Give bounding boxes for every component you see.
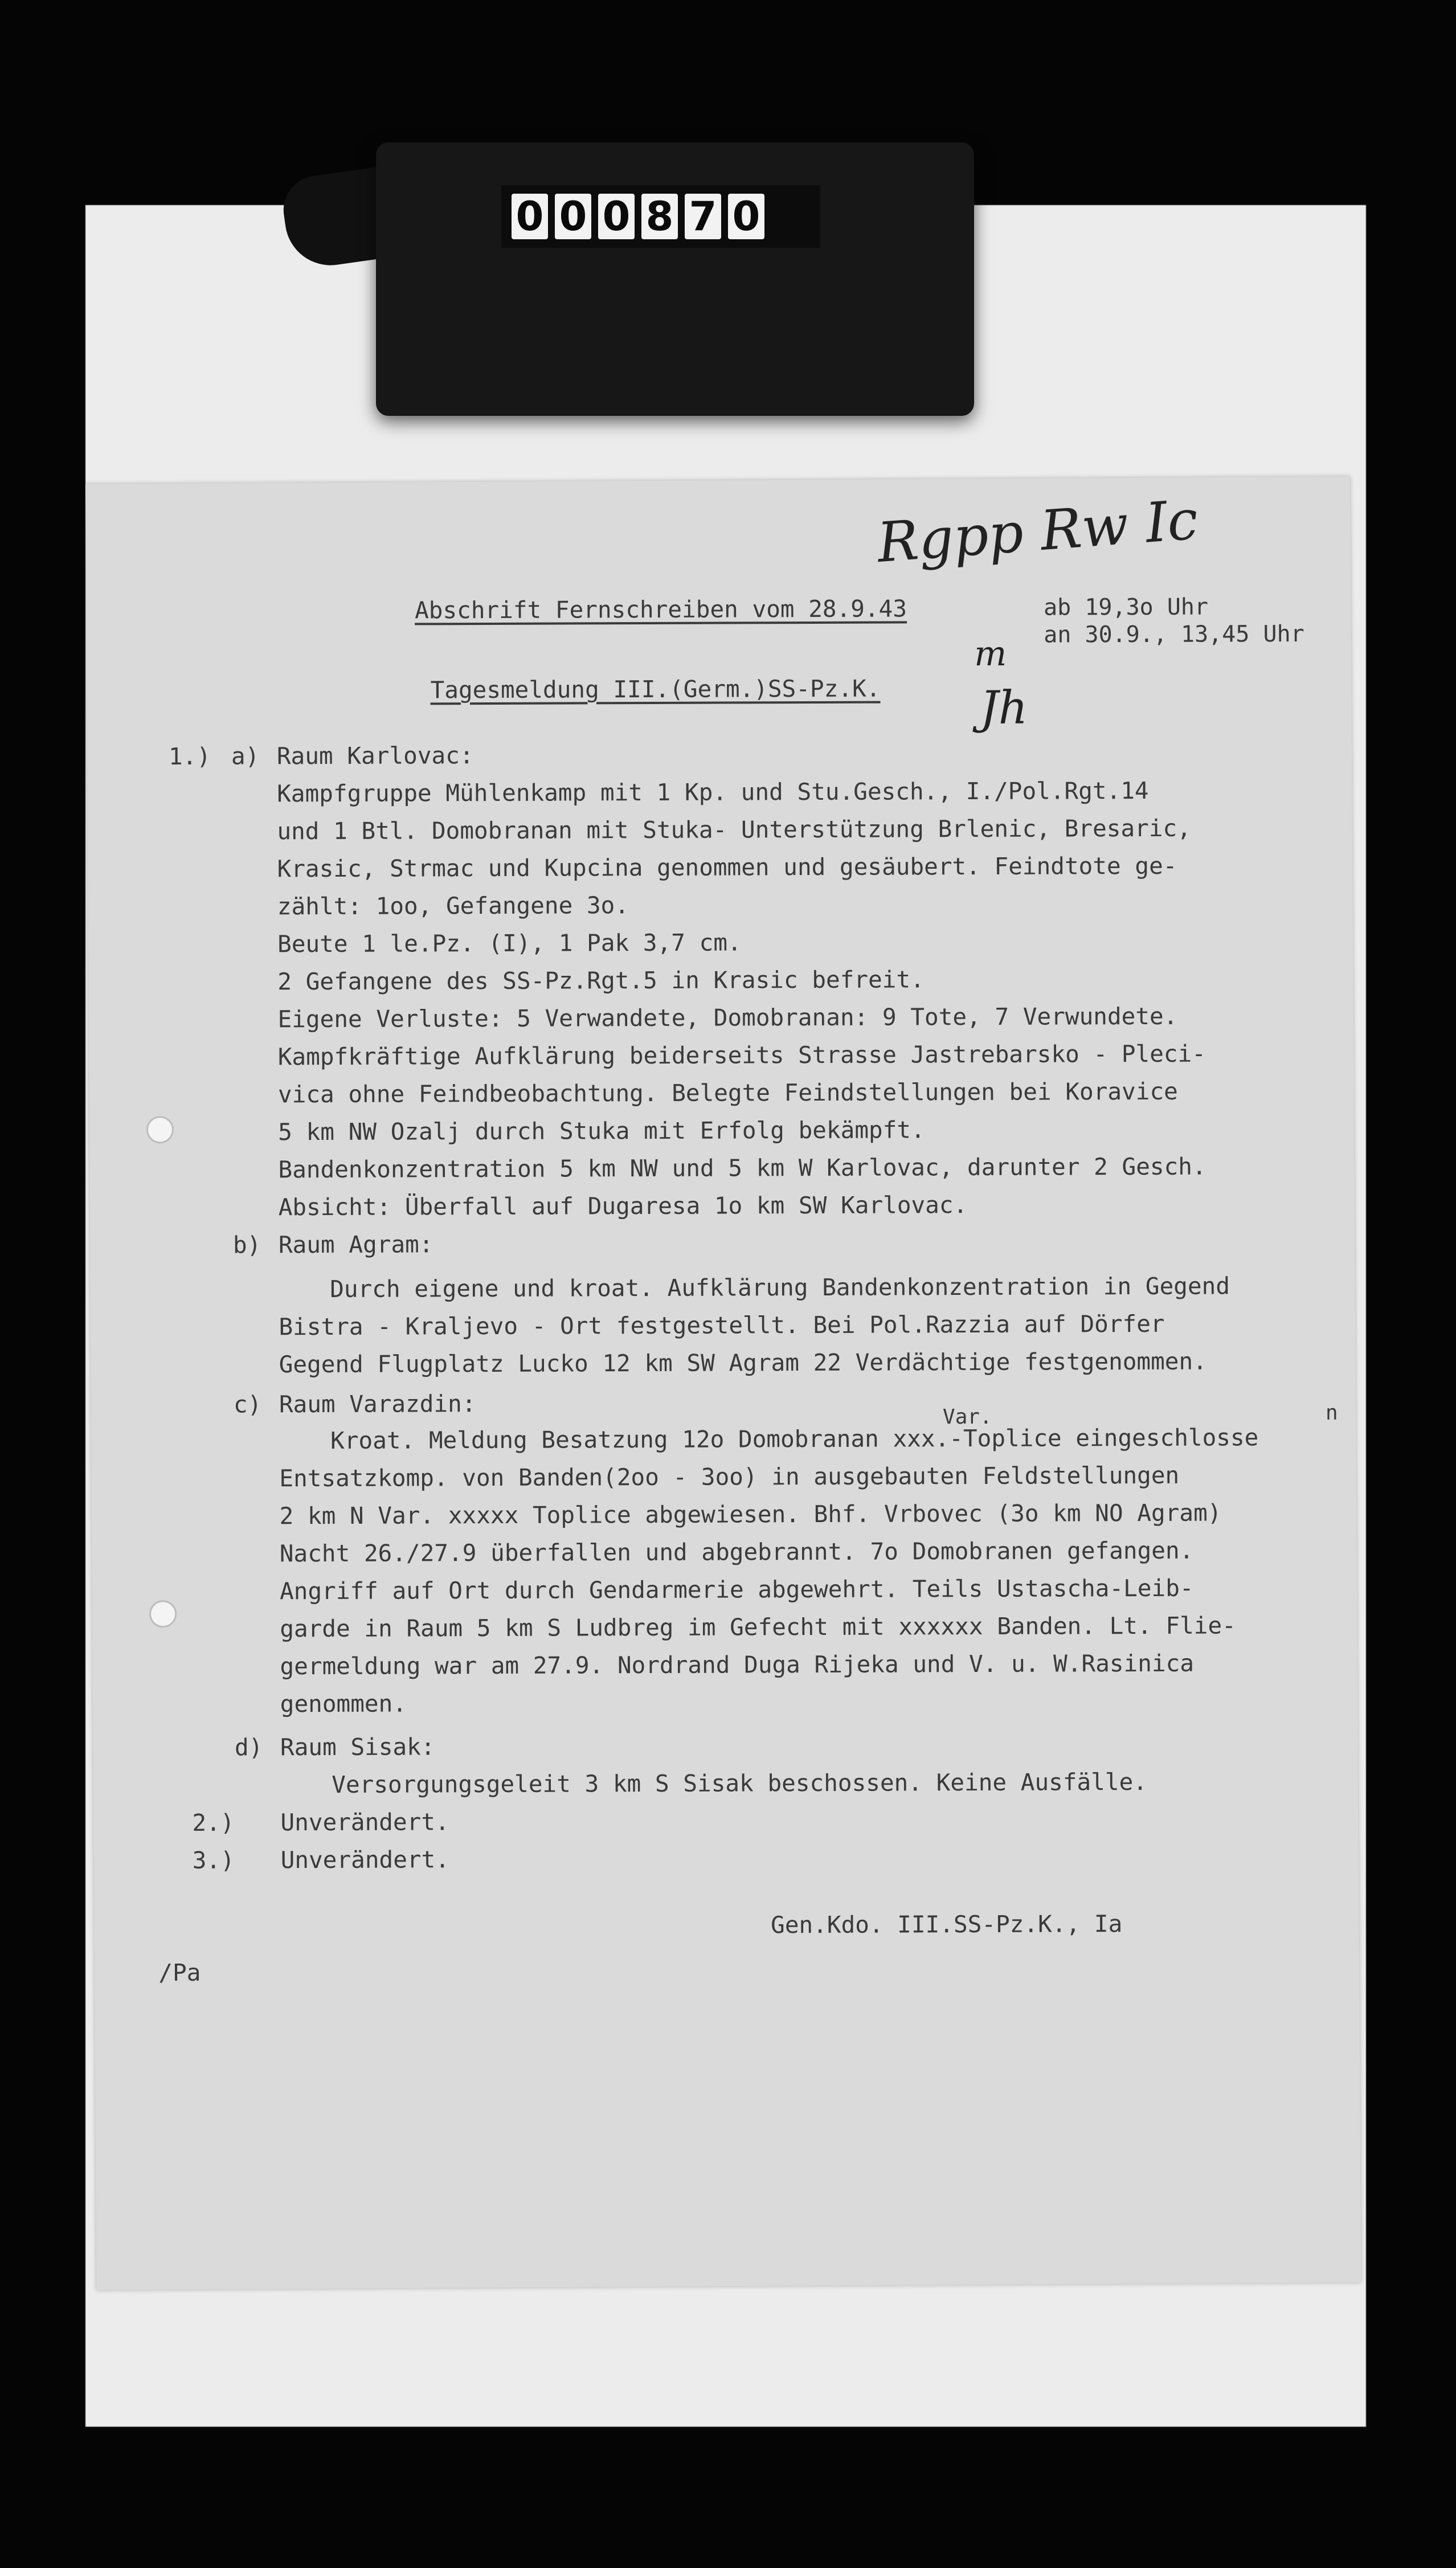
signature-line: Gen.Kdo. III.SS-Pz.K., Ia: [771, 1910, 1123, 1939]
text-line: Gegend Flugplatz Lucko 12 km SW Agram 22 Verdächtige festgenommen.: [279, 1347, 1207, 1379]
subsection-label: b): [232, 1231, 261, 1259]
handwritten-mark: m: [974, 633, 1007, 674]
subsection-title: Raum Karlovac:: [276, 742, 474, 770]
inserted-text: n: [1325, 1401, 1338, 1425]
text-line: Absicht: Überfall auf Dugaresa 1o km SW Karlovac.: [278, 1191, 968, 1221]
text-line: Versorgungsgeleit 3 km S Sisak beschossen. Keine Ausfälle.: [332, 1768, 1148, 1798]
handwritten-note: Rgpp Rw Ic: [875, 488, 1200, 575]
text-line: Kroat. Meldung Besatzung 12o Domobranan xxx.-Toplice eingeschlosse: [330, 1424, 1259, 1454]
text-line: Entsatzkomp. von Banden(2oo - 3oo) in ausgebauten Feldstellungen: [279, 1461, 1180, 1492]
text-line: germeldung war am 27.9. Nordrand Duga Rijeka und V. u. W.Rasinica: [280, 1649, 1195, 1680]
section-number: 1.): [168, 742, 211, 770]
subsection-title: Raum Varazdin:: [279, 1390, 476, 1418]
counter-digit: 0: [728, 194, 764, 239]
section-number: 3.): [192, 1846, 235, 1874]
document-title: Abschrift Fernschreiben vom 28.9.43: [414, 595, 907, 624]
counter-digit: 8: [641, 194, 678, 239]
text-line: Bistra - Kraljevo - Ort festgestellt. Bei Pol.Razzia auf Dörfer: [279, 1310, 1165, 1341]
received-at-time: an 30.9., 13,45 Uhr: [1044, 620, 1304, 648]
text-line: Beute 1 le.Pz. (I), 1 Pak 3,7 cm.: [277, 929, 742, 958]
received-from-time: ab 19,3o Uhr: [1043, 594, 1209, 621]
subsection-label: a): [231, 742, 260, 770]
text-line: vica ohne Feindbeobachtung. Belegte Feindstellungen bei Koravice: [277, 1077, 1178, 1109]
text-line: genommen.: [280, 1690, 407, 1718]
text-line: 5 km NW Ozalj durch Stuka mit Erfolg bekämpft.: [278, 1116, 925, 1146]
counter-digit: 0: [598, 194, 635, 239]
subsection-title: Raum Sisak:: [280, 1733, 435, 1761]
text-line: Nacht 26./27.9 überfallen und abgebrannt. 7o Domobranen gefangen.: [279, 1536, 1194, 1568]
document-subtitle: Tagesmeldung III.(Germ.)SS-Pz.K.: [430, 674, 881, 704]
text-line: Kampfgruppe Mühlenkamp mit 1 Kp. und Stu.Gesch., I./Pol.Rgt.14: [277, 776, 1149, 808]
counter-digit: 0: [555, 194, 591, 239]
counter-digit: 7: [685, 194, 721, 239]
section-number: 2.): [192, 1809, 235, 1837]
text-line: 2 Gefangene des SS-Pz.Rgt.5 in Krasic befreit.: [277, 966, 925, 996]
section-text: Unverändert.: [280, 1808, 449, 1837]
text-line: Angriff auf Ort durch Gendarmerie abgewehrt. Teils Ustascha-Leib-: [279, 1574, 1194, 1605]
subsection-title: Raum Agram:: [278, 1230, 433, 1259]
text-line: und 1 Btl. Domobranan mit Stuka- Unterstützung Brlenic, Bresaric,: [277, 814, 1191, 845]
handwritten-initials: Jh: [980, 681, 1028, 734]
subsection-label: d): [234, 1733, 263, 1761]
typist-initials: /Pa: [158, 1958, 201, 1987]
text-line: 2 km N Var. xxxxx Toplice abgewiesen. Bhf. Vrbovec (3o km NO Agram): [279, 1499, 1222, 1530]
text-line: zählt: 1oo, Gefangene 3o.: [277, 892, 629, 921]
text-line: Krasic, Strmac und Kupcina genommen und gesäubert. Feindtote ge-: [277, 852, 1177, 883]
text-line: Eigene Verluste: 5 Verwandete, Domobranan: 9 Tote, 7 Verwundete.: [277, 1002, 1178, 1033]
text-line: Durch eigene und kroat. Aufklärung Bandenkonzentration in Gegend: [330, 1272, 1230, 1303]
counter-digit: 0: [512, 194, 548, 239]
inserted-text: Var.: [942, 1405, 992, 1429]
text-line: Kampfkräftige Aufklärung beiderseits Strasse Jastrebarsko - Pleci-: [277, 1040, 1206, 1071]
section-text: Unverändert.: [280, 1846, 449, 1874]
subsection-label: c): [233, 1391, 262, 1418]
text-line: garde in Raum 5 km S Ludbreg im Gefecht mit xxxxxx Banden. Lt. Flie-: [280, 1612, 1236, 1643]
text-line: Bandenkonzentration 5 km NW und 5 km W Karlovac, darunter 2 Gesch.: [278, 1152, 1206, 1184]
